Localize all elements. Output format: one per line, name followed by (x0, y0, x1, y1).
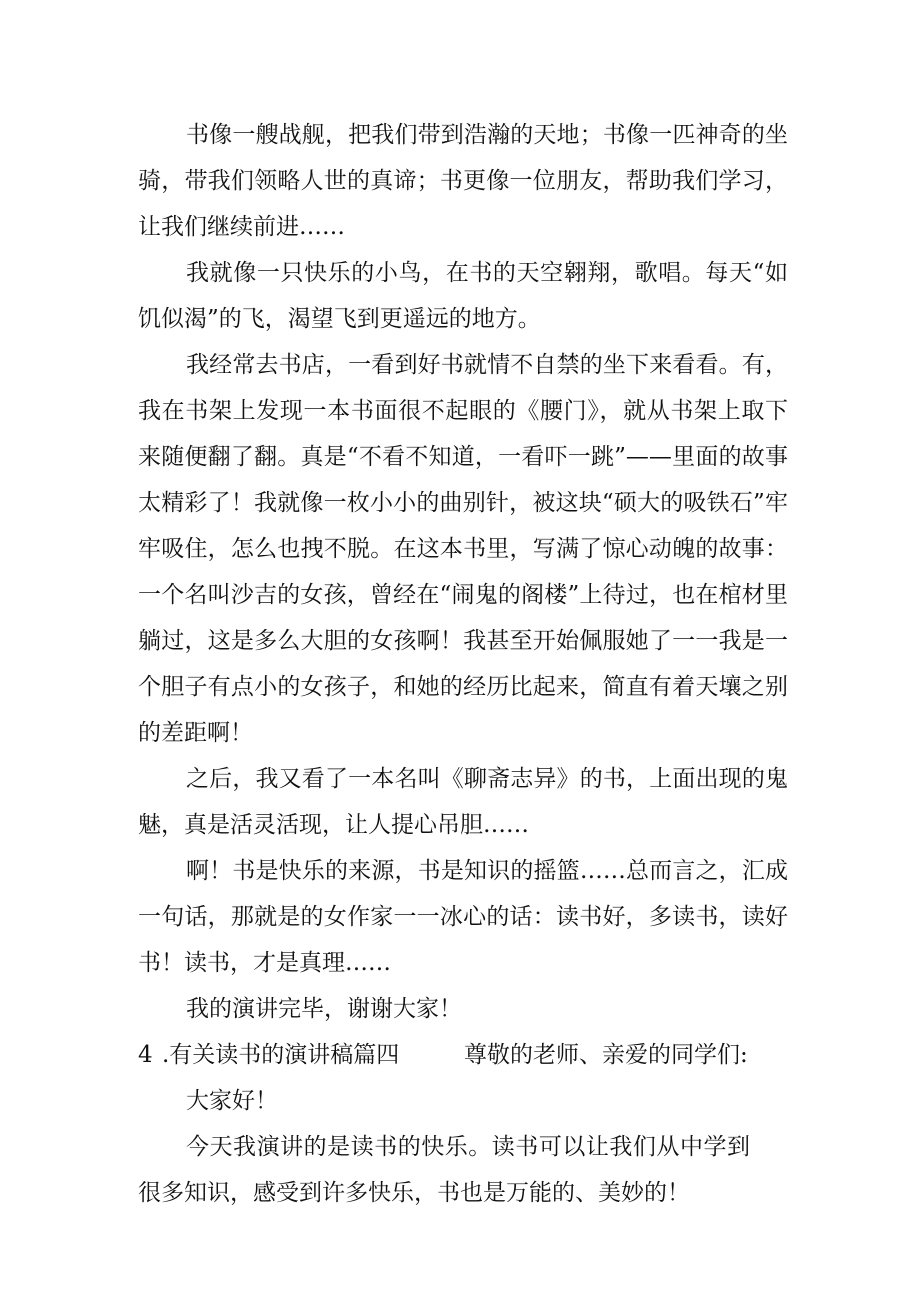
paragraph-conclusion: 啊！书是快乐的来源，书是知识的摇篮……总而言之，汇成一句话，那就是的女作家一一冰心的话：读书好，多读书，读好书！读书，才是真理…… (138, 858, 788, 976)
paragraph-reading-joy: 今天我演讲的是读书的快乐。读书可以让我们从中学到很多知识，感受到许多快乐，书也是万能的、美妙的！ (138, 1134, 750, 1206)
document-body (138, 112, 788, 1216)
section-greeting: 尊敬的老师、亲爱的同学们: (464, 1042, 748, 1068)
section-title: .有关读书的演讲稿篇四 (162, 1042, 400, 1068)
section-number: 4 (138, 1042, 153, 1068)
paragraph-bookstore: 我经常去书店，一看到好书就情不自禁的坐下来看看。有，我在书架上发现一本书面很不起眼的《腰门》，就从书架上取下来随便翻了翻。真是“不看不知道，一看吓一跳”——里面的故事太精彩了！我就像一枚小小的曲别针，被这块“硕大的吸铁石”牢牢吸住，怎么也拽不脱。在这本书里，写满了惊心动魄的故事：一个名叫沙吉的女孩，曾经在“闹鬼的阁楼”上待过，也在棺材里躺过，这是多么大胆的女孩啊！我甚至开始佩服她了一一我是一个胆子有点小的女孩子，和她的经历比起来，简直有着天壤之别的差距啊！ (138, 352, 788, 746)
paragraph-happy-bird: 我就像一只快乐的小鸟，在书的天空翱翔，歌唱。每天“如饥似渴”的飞，渴望飞到更遥远的地方。 (138, 260, 788, 332)
paragraph-hello: 大家好！ (186, 1088, 278, 1114)
section-heading (138, 1032, 788, 1078)
paragraph-liaozhai: 之后，我又看了一本名叫《聊斋志异》的书，上面出现的鬼魅，真是活灵活现，让人提心吊胆…… (138, 766, 788, 838)
paragraph-books-metaphor: 书像一艘战舰，把我们带到浩瀚的天地；书像一匹神奇的坐骑，带我们领略人世的真谛；书更像一位朋友，帮助我们学习，让我们继续前进…… (138, 122, 788, 240)
paragraph-closing: 我的演讲完毕，谢谢大家！ (186, 996, 462, 1022)
